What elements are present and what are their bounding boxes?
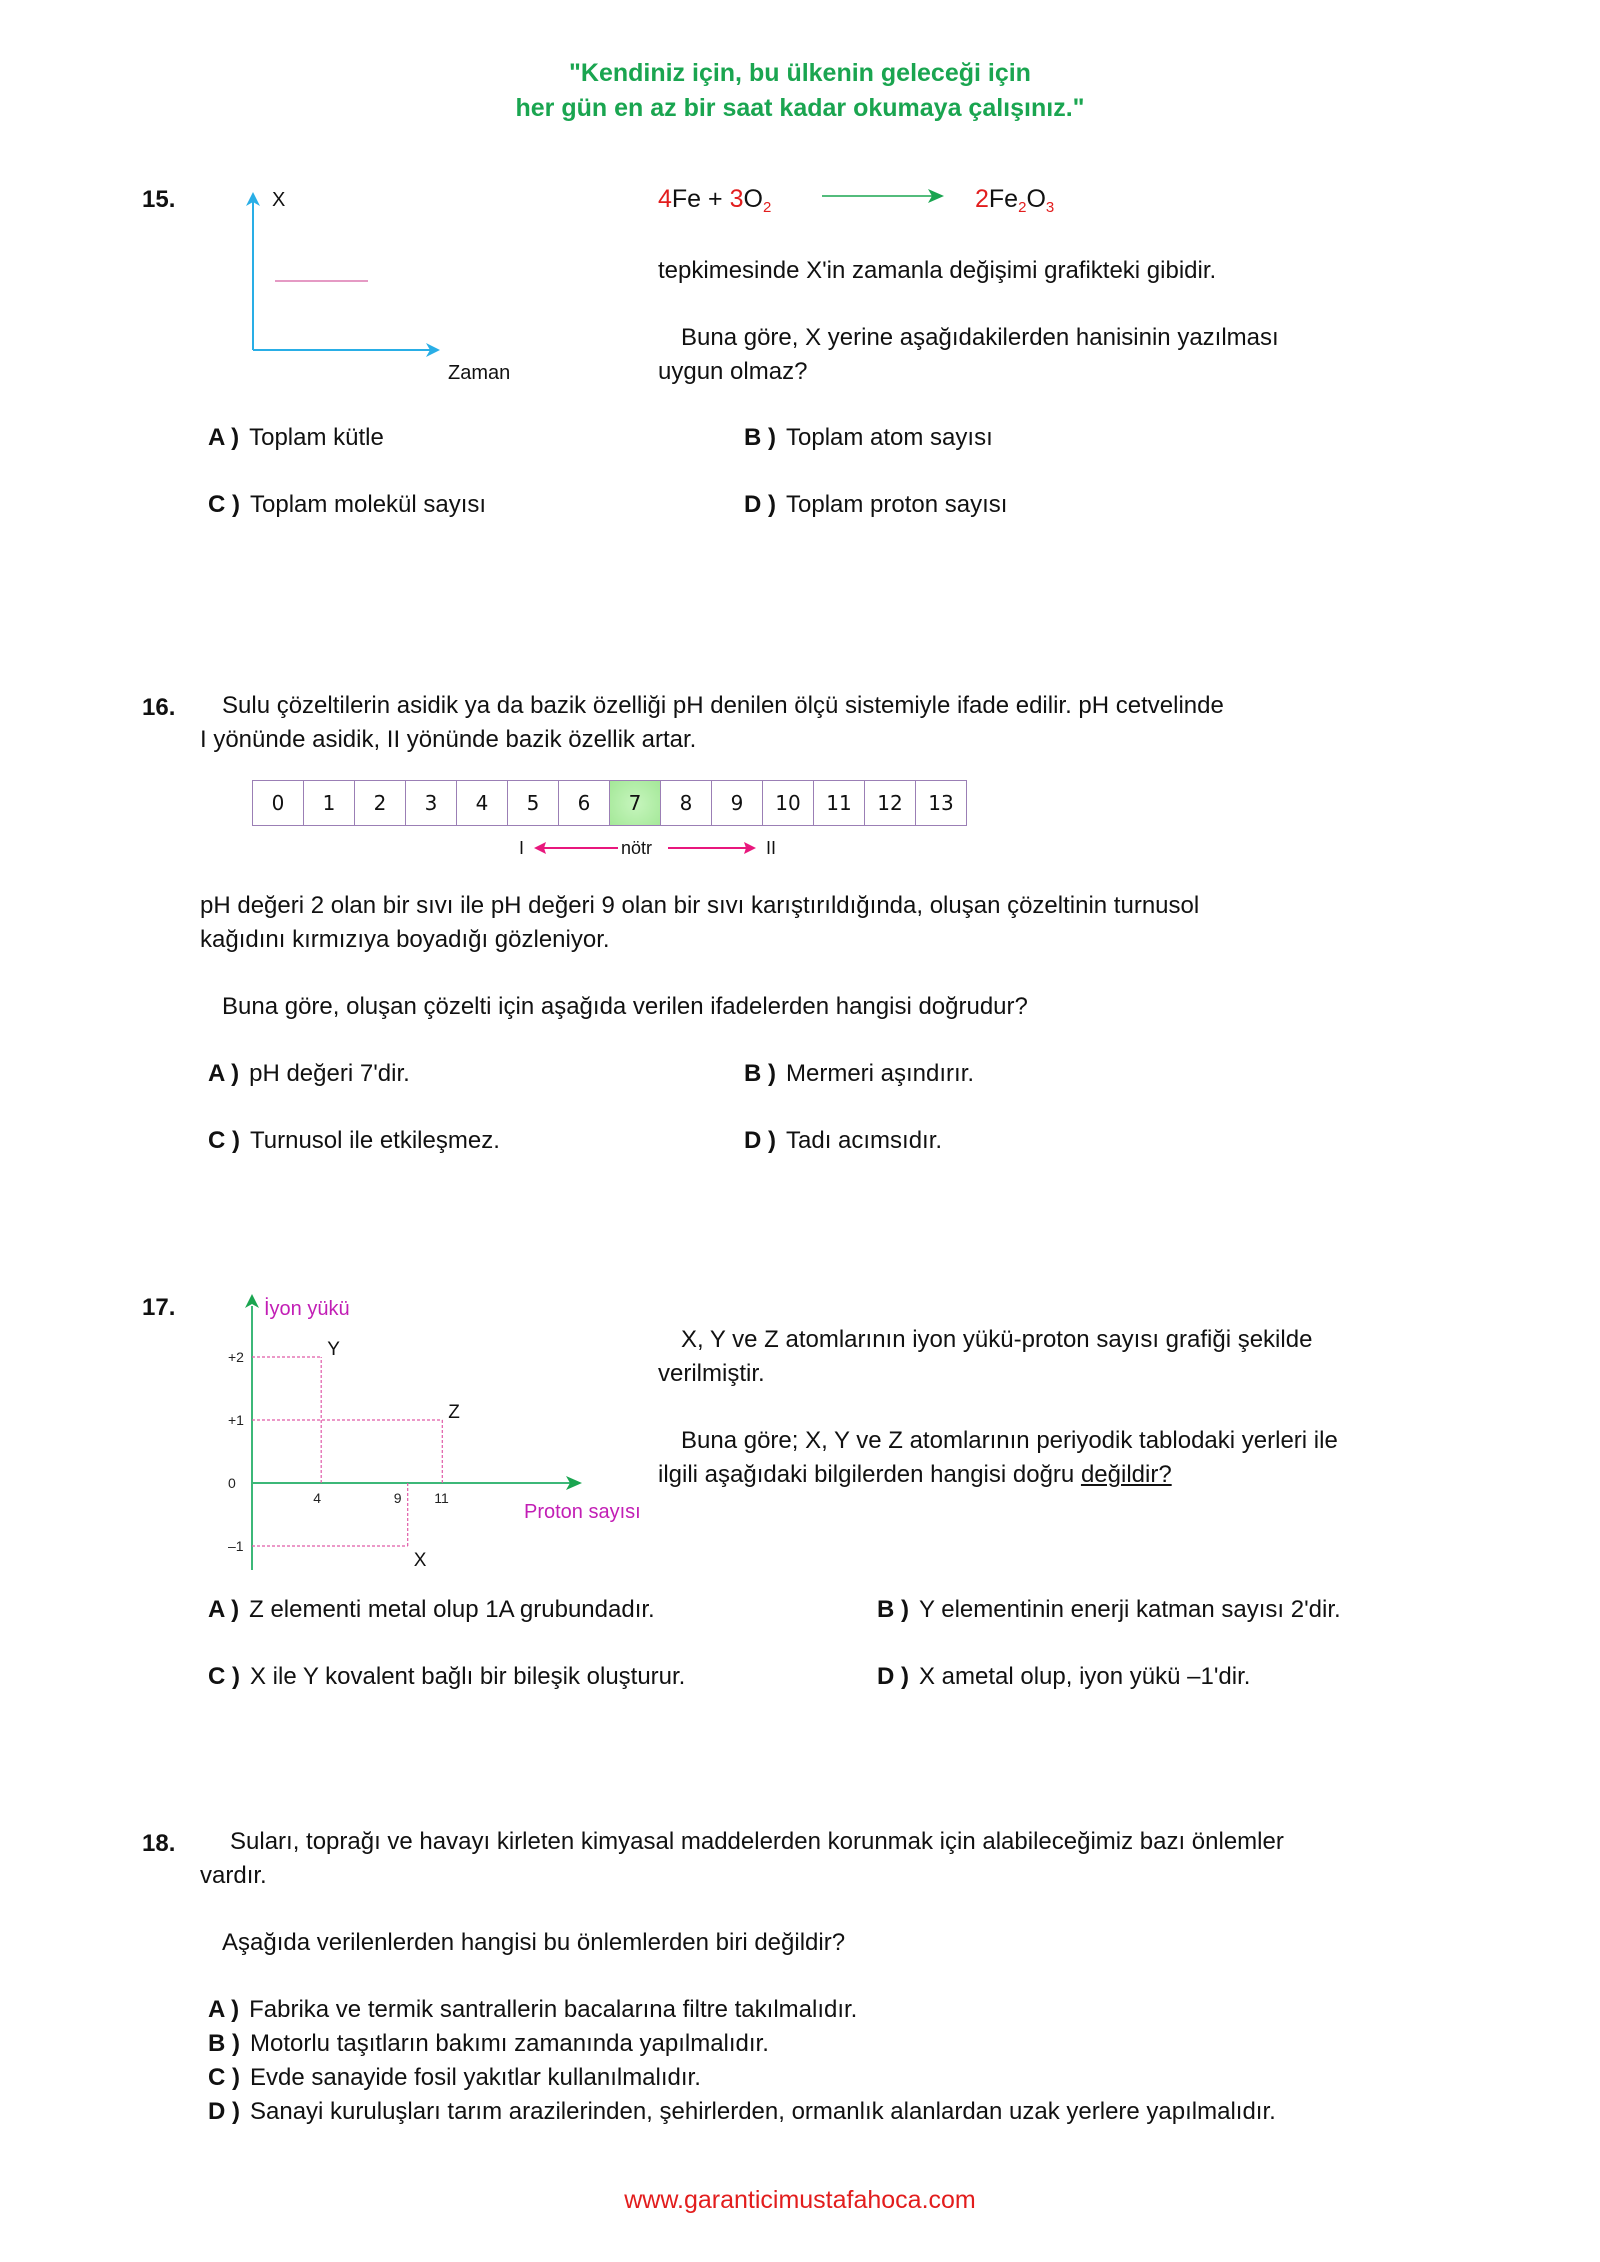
ph-direction-arrows [500, 832, 800, 862]
q15-option-a[interactable] [208, 421, 384, 455]
q16-option-a[interactable] [208, 1057, 410, 1091]
ph-cell: 13 [916, 781, 967, 826]
option-letter: A ) [208, 424, 240, 451]
coef-fe: 4 [658, 185, 672, 213]
q16-question: Buna göre, oluşan çözelti için aşağıda verilen ifadelerden hangisi doğrudur? [222, 993, 1028, 1020]
option-letter: C ) [208, 491, 240, 518]
q15-text-2: Buna göre, X yerine aşağıdakilerden hanisinin yazılması [681, 324, 1279, 351]
option-letter: B ) [744, 424, 776, 451]
motto-line-1: "Kendiniz için, bu ülkenin geleceği için [569, 59, 1031, 87]
ph-cell: 1 [304, 781, 355, 826]
q15-option-c[interactable] [208, 488, 486, 522]
q17-option-d[interactable] [877, 1660, 1250, 1694]
option-text: X ametal olup, iyon yükü –1'dir. [919, 1663, 1251, 1690]
q17-graph [220, 1290, 670, 1570]
option-letter: D ) [744, 1127, 776, 1154]
option-text: Sanayi kuruluşları tarım arazilerinden, şehirlerden, ormanlık alanlardan uzak yerlere yapılmalıdır. [250, 2098, 1276, 2125]
coef-o2: 3 [729, 185, 744, 213]
option-text: Toplam atom sayısı [786, 424, 993, 451]
option-text: Y elementinin enerji katman sayısı 2'dir. [919, 1596, 1341, 1623]
option-text: pH değeri 7'dir. [249, 1060, 410, 1087]
q17-y-tick: +1 [228, 1412, 244, 1428]
ph-cell: 2 [355, 781, 406, 826]
ph-scale [252, 780, 967, 826]
q17-point-label: Y [327, 1339, 340, 1360]
q17-point-label: X [413, 1550, 427, 1570]
q16-option-d[interactable] [744, 1124, 942, 1158]
option-text: Evde sanayide fosil yakıtlar kullanılmalıdır. [250, 2064, 701, 2091]
q17-text-4-main: ilgili aşağıdaki bilgilerden hangisi doğru [658, 1461, 1075, 1488]
motto-line-2: her gün en az bir saat kadar okumaya çalışınız." [515, 94, 1085, 122]
sub-fe: 2 [1018, 199, 1027, 216]
ph-cell: 6 [559, 781, 610, 826]
q17-y-tick: –1 [228, 1538, 244, 1554]
q18-intro-2: vardır. [200, 1862, 267, 1889]
q17-text-4 [658, 1458, 1172, 1492]
q18-question: Aşağıda verilenlerden hangisi bu önlemlerden biri değildir? [222, 1929, 846, 1956]
question-number-15: 15. [142, 186, 176, 213]
option-letter: D ) [208, 2098, 240, 2125]
option-letter: B ) [744, 1060, 776, 1087]
ph-cell-neutral: 7 [610, 781, 661, 826]
q17-option-a[interactable] [208, 1593, 655, 1627]
product-fe: Fe [988, 185, 1019, 213]
option-letter: C ) [208, 1663, 240, 1690]
q15-option-d[interactable] [744, 488, 1007, 522]
ph-cell: 11 [814, 781, 865, 826]
product-o: O [1026, 185, 1046, 213]
reaction-arrow-icon [820, 186, 950, 206]
option-text: Tadı acımsıdır. [786, 1127, 943, 1154]
q17-point-label: Z [448, 1402, 460, 1423]
option-text: Toplam kütle [249, 424, 384, 451]
ph-cell: 10 [763, 781, 814, 826]
reactant-o: O [743, 185, 763, 213]
ph-cell: 0 [253, 781, 304, 826]
option-letter: D ) [744, 491, 776, 518]
question-number-18: 18. [142, 1830, 176, 1857]
q18-option-b[interactable] [208, 2027, 769, 2061]
option-text: Turnusol ile etkileşmez. [250, 1127, 500, 1154]
q16-body-2: kağıdını kırmızıya boyadığı gözleniyor. [200, 926, 610, 953]
q16-option-b[interactable] [744, 1057, 974, 1091]
question-number-16: 16. [142, 694, 176, 721]
ph-cell: 12 [865, 781, 916, 826]
q15-equation [658, 182, 771, 225]
q17-y-tick: 0 [228, 1475, 236, 1491]
reactant-fe: Fe + [671, 185, 730, 213]
ph-cell: 8 [661, 781, 712, 826]
coef-fe2o3: 2 [975, 185, 989, 213]
sub-o3: 3 [1045, 199, 1055, 216]
option-text: X ile Y kovalent bağlı bir bileşik oluşturur. [250, 1663, 686, 1690]
q17-option-b[interactable] [877, 1593, 1341, 1627]
option-letter: C ) [208, 1127, 240, 1154]
q15-text-1: tepkimesinde X'in zamanla değişimi grafikteki gibidir. [658, 257, 1217, 284]
q17-text-1: X, Y ve Z atomlarının iyon yükü-proton sayısı grafiği şekilde [681, 1326, 1313, 1353]
q17-x-tick: 11 [434, 1490, 449, 1506]
option-letter: A ) [208, 1596, 240, 1623]
q17-x-tick: 4 [313, 1490, 321, 1506]
q18-option-a[interactable] [208, 1993, 857, 2027]
q16-intro-2: I yönünde asidik, II yönünde bazik özellik artar. [200, 726, 697, 753]
question-number-17: 17. [142, 1294, 176, 1321]
q16-option-c[interactable] [208, 1124, 500, 1158]
option-letter: B ) [877, 1596, 909, 1623]
q18-intro-1: Suları, toprağı ve havayı kirleten kimyasal maddelerden korunmak için alabileceğimiz bazı önlemler [230, 1828, 1284, 1855]
q17-text-3: Buna göre; X, Y ve Z atomlarının periyodik tablodaki yerleri ile [681, 1427, 1338, 1454]
q17-y-axis-arrow-icon [245, 1294, 259, 1308]
option-letter: C ) [208, 2064, 240, 2091]
ph-cell: 9 [712, 781, 763, 826]
option-letter: B ) [208, 2030, 240, 2057]
q15-option-b[interactable] [744, 421, 993, 455]
q17-y-label: İyon yükü [264, 1298, 350, 1320]
q17-y-tick: +2 [228, 1349, 244, 1365]
q15-x-label: Zaman [448, 362, 511, 384]
footer-website-link[interactable]: www.garanticimustafahoca.com [624, 2186, 976, 2214]
ph-scale-row [253, 781, 967, 826]
q15-graph [240, 190, 540, 390]
q17-text-2: verilmiştir. [658, 1360, 765, 1387]
sub-o2: 2 [762, 199, 772, 216]
option-letter: A ) [208, 1996, 240, 2023]
option-text: Mermeri aşındırır. [786, 1060, 975, 1087]
option-letter: A ) [208, 1060, 240, 1087]
ph-cell: 5 [508, 781, 559, 826]
option-text: Z elementi metal olup 1A grubundadır. [249, 1596, 655, 1623]
ph-cell: 4 [457, 781, 508, 826]
motto-header [0, 56, 1600, 126]
q18-option-d[interactable] [208, 2095, 1276, 2129]
neutral-label: nötr [621, 838, 653, 858]
acid-direction-label: I [519, 838, 525, 858]
option-text: Fabrika ve termik santrallerin bacalarına filtre takılmalıdır. [249, 1996, 858, 2023]
q17-option-c[interactable] [208, 1660, 685, 1694]
q17-text-4-emphasis: değildir? [1080, 1461, 1172, 1488]
base-direction-label: II [766, 838, 777, 858]
q15-text-3: uygun olmaz? [658, 358, 808, 385]
q16-intro-1: Sulu çözeltilerin asidik ya da bazik özelliği pH denilen ölçü sistemiyle ifade edilir. pH cetvelinde [222, 692, 1224, 719]
q17-x-tick: 9 [393, 1490, 402, 1506]
q15-product [975, 182, 1054, 225]
q17-x-label: Proton sayısı [524, 1501, 641, 1523]
option-text: Toplam molekül sayısı [250, 491, 487, 518]
q16-body-1: pH değeri 2 olan bir sıvı ile pH değeri 9 olan bir sıvı karıştırıldığında, oluşan çözeltinin turnusol [200, 892, 1200, 919]
ph-cell: 3 [406, 781, 457, 826]
option-text: Toplam proton sayısı [786, 491, 1008, 518]
option-letter: D ) [877, 1663, 909, 1690]
option-text: Motorlu taşıtların bakımı zamanında yapılmalıdır. [250, 2030, 769, 2057]
q15-y-label: X [272, 190, 286, 211]
q18-option-c[interactable] [208, 2061, 701, 2095]
